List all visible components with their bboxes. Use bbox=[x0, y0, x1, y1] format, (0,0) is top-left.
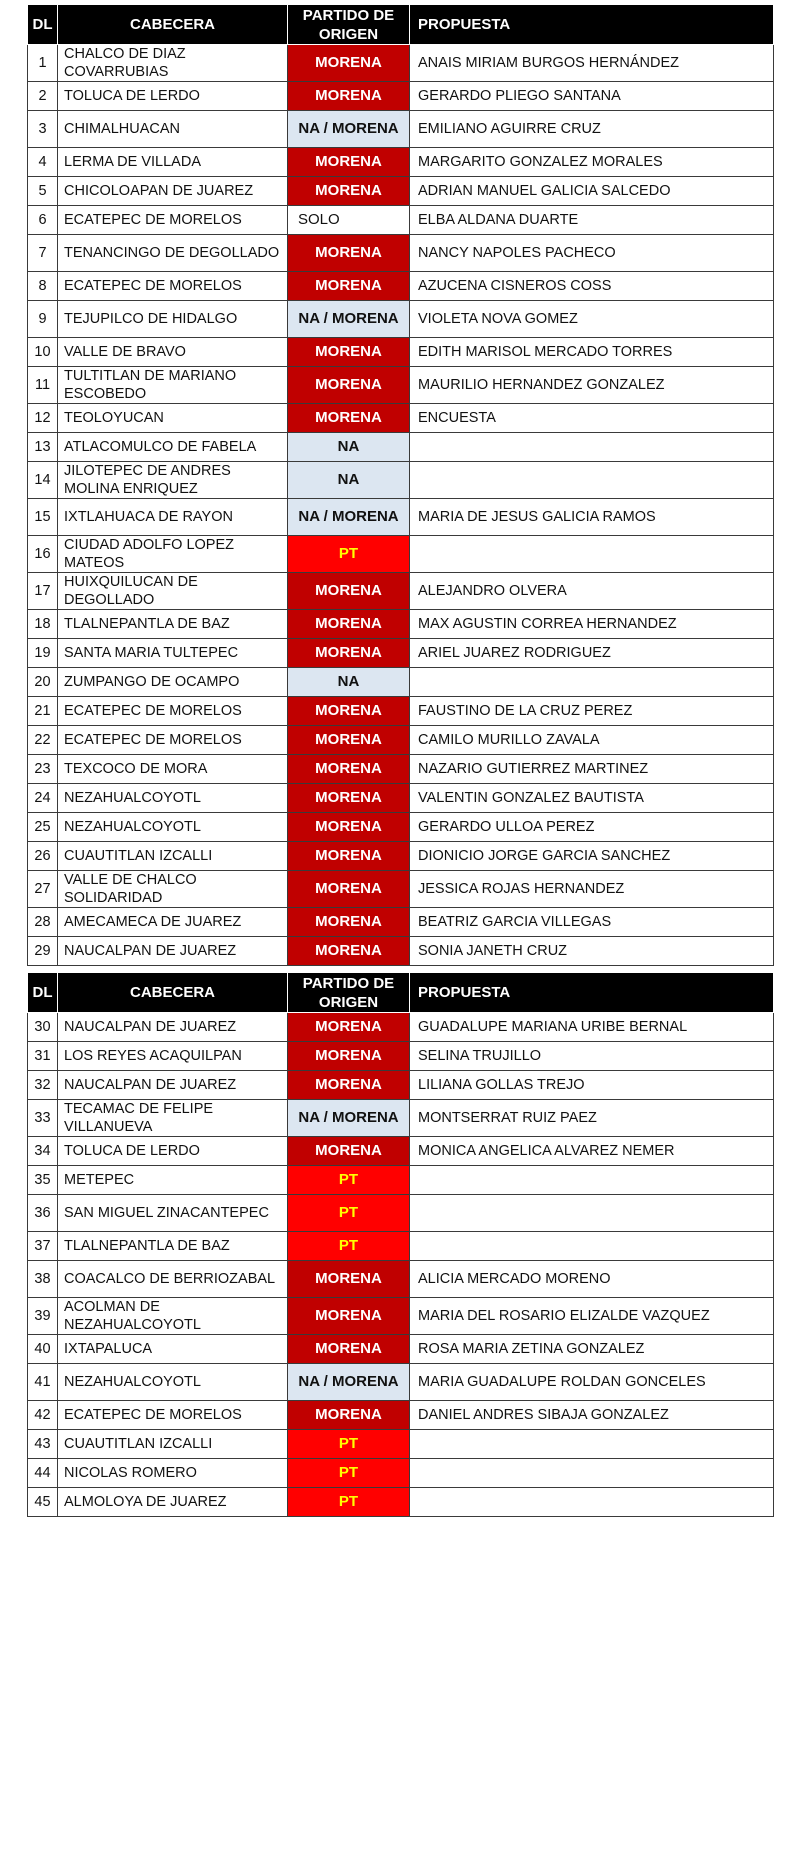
header-dl: DL bbox=[28, 5, 58, 45]
partido-cell: MORENA bbox=[288, 338, 410, 367]
district-number-cell: 40 bbox=[28, 1335, 58, 1364]
district-number-cell: 37 bbox=[28, 1232, 58, 1261]
cabecera-cell: IXTLAHUACA DE RAYON bbox=[58, 499, 288, 536]
propuesta-cell: AZUCENA CISNEROS COSS bbox=[410, 272, 774, 301]
district-number-cell: 41 bbox=[28, 1364, 58, 1401]
partido-cell: NA / MORENA bbox=[288, 301, 410, 338]
propuesta-cell bbox=[410, 536, 774, 573]
partido-cell: NA bbox=[288, 462, 410, 499]
cabecera-cell: TOLUCA DE LERDO bbox=[58, 1137, 288, 1166]
table-row bbox=[28, 908, 774, 937]
table-row bbox=[28, 1042, 774, 1071]
district-number-cell: 3 bbox=[28, 111, 58, 148]
partido-cell: SOLO bbox=[288, 206, 410, 235]
table-row bbox=[28, 937, 774, 966]
propuesta-cell: MAURILIO HERNANDEZ GONZALEZ bbox=[410, 367, 774, 404]
partido-cell: MORENA bbox=[288, 1013, 410, 1042]
table-body bbox=[28, 45, 774, 966]
header-partido: PARTIDO DE ORIGEN bbox=[288, 973, 410, 1013]
document bbox=[27, 4, 773, 1517]
table-row bbox=[28, 82, 774, 111]
partido-cell: MORENA bbox=[288, 842, 410, 871]
cabecera-cell: ZUMPANGO DE OCAMPO bbox=[58, 668, 288, 697]
propuesta-cell: SELINA TRUJILLO bbox=[410, 1042, 774, 1071]
cabecera-cell: HUIXQUILUCAN DE DEGOLLADO bbox=[58, 573, 288, 610]
cabecera-cell: NEZAHUALCOYOTL bbox=[58, 1364, 288, 1401]
table-row bbox=[28, 148, 774, 177]
table-row bbox=[28, 338, 774, 367]
district-number-cell: 17 bbox=[28, 573, 58, 610]
district-number-cell: 13 bbox=[28, 433, 58, 462]
table-row bbox=[28, 784, 774, 813]
partido-cell: MORENA bbox=[288, 784, 410, 813]
cabecera-cell: TULTITLAN DE MARIANO ESCOBEDO bbox=[58, 367, 288, 404]
district-number-cell: 2 bbox=[28, 82, 58, 111]
district-number-cell: 1 bbox=[28, 45, 58, 82]
table-row bbox=[28, 1100, 774, 1137]
district-number-cell: 35 bbox=[28, 1166, 58, 1195]
cabecera-cell: TLALNEPANTLA DE BAZ bbox=[58, 610, 288, 639]
propuesta-cell: EDITH MARISOL MERCADO TORRES bbox=[410, 338, 774, 367]
district-number-cell: 28 bbox=[28, 908, 58, 937]
propuesta-cell: LILIANA GOLLAS TREJO bbox=[410, 1071, 774, 1100]
cabecera-cell: TENANCINGO DE DEGOLLADO bbox=[58, 235, 288, 272]
partido-cell: MORENA bbox=[288, 697, 410, 726]
cabecera-cell: NAUCALPAN DE JUAREZ bbox=[58, 937, 288, 966]
cabecera-cell: IXTAPALUCA bbox=[58, 1335, 288, 1364]
cabecera-cell: ECATEPEC DE MORELOS bbox=[58, 1401, 288, 1430]
cabecera-cell: NICOLAS ROMERO bbox=[58, 1459, 288, 1488]
propuesta-cell: MARIA DEL ROSARIO ELIZALDE VAZQUEZ bbox=[410, 1298, 774, 1335]
cabecera-cell: ATLACOMULCO DE FABELA bbox=[58, 433, 288, 462]
cabecera-cell: VALLE DE BRAVO bbox=[58, 338, 288, 367]
table-row bbox=[28, 536, 774, 573]
district-number-cell: 12 bbox=[28, 404, 58, 433]
cabecera-cell: CIUDAD ADOLFO LOPEZ MATEOS bbox=[58, 536, 288, 573]
table-row bbox=[28, 301, 774, 338]
cabecera-cell: METEPEC bbox=[58, 1166, 288, 1195]
cabecera-cell: ECATEPEC DE MORELOS bbox=[58, 726, 288, 755]
table-body bbox=[28, 1013, 774, 1517]
partido-cell: MORENA bbox=[288, 1401, 410, 1430]
propuesta-cell: GERARDO PLIEGO SANTANA bbox=[410, 82, 774, 111]
header-cabecera: CABECERA bbox=[58, 5, 288, 45]
district-number-cell: 33 bbox=[28, 1100, 58, 1137]
table-row bbox=[28, 573, 774, 610]
propuesta-cell: ROSA MARIA ZETINA GONZALEZ bbox=[410, 1335, 774, 1364]
propuesta-cell: VIOLETA NOVA GOMEZ bbox=[410, 301, 774, 338]
cabecera-cell: ECATEPEC DE MORELOS bbox=[58, 206, 288, 235]
propuesta-cell: ENCUESTA bbox=[410, 404, 774, 433]
propuesta-cell: MONICA ANGELICA ALVAREZ NEMER bbox=[410, 1137, 774, 1166]
table-row bbox=[28, 871, 774, 908]
table-row bbox=[28, 433, 774, 462]
propuesta-cell bbox=[410, 1232, 774, 1261]
table-row bbox=[28, 1298, 774, 1335]
table-row bbox=[28, 697, 774, 726]
district-number-cell: 26 bbox=[28, 842, 58, 871]
table-row bbox=[28, 1335, 774, 1364]
propuesta-cell: ALICIA MERCADO MORENO bbox=[410, 1261, 774, 1298]
propuesta-cell: CAMILO MURILLO ZAVALA bbox=[410, 726, 774, 755]
partido-cell: PT bbox=[288, 1430, 410, 1459]
partido-cell: MORENA bbox=[288, 235, 410, 272]
header-dl: DL bbox=[28, 973, 58, 1013]
district-number-cell: 4 bbox=[28, 148, 58, 177]
table-row bbox=[28, 177, 774, 206]
propuesta-cell bbox=[410, 668, 774, 697]
propuesta-cell: ARIEL JUAREZ RODRIGUEZ bbox=[410, 639, 774, 668]
cabecera-cell: CUAUTITLAN IZCALLI bbox=[58, 842, 288, 871]
district-number-cell: 11 bbox=[28, 367, 58, 404]
partido-cell: NA / MORENA bbox=[288, 1364, 410, 1401]
partido-cell: PT bbox=[288, 1166, 410, 1195]
table-row bbox=[28, 272, 774, 301]
cabecera-cell: JILOTEPEC DE ANDRES MOLINA ENRIQUEZ bbox=[58, 462, 288, 499]
partido-cell: MORENA bbox=[288, 177, 410, 206]
district-number-cell: 36 bbox=[28, 1195, 58, 1232]
propuesta-cell: GUADALUPE MARIANA URIBE BERNAL bbox=[410, 1013, 774, 1042]
district-number-cell: 20 bbox=[28, 668, 58, 697]
propuesta-cell: NAZARIO GUTIERREZ MARTINEZ bbox=[410, 755, 774, 784]
table-row bbox=[28, 235, 774, 272]
propuesta-cell: NANCY NAPOLES PACHECO bbox=[410, 235, 774, 272]
table-row bbox=[28, 1401, 774, 1430]
district-number-cell: 14 bbox=[28, 462, 58, 499]
cabecera-cell: COACALCO DE BERRIOZABAL bbox=[58, 1261, 288, 1298]
cabecera-cell: TECAMAC DE FELIPE VILLANUEVA bbox=[58, 1100, 288, 1137]
propuesta-cell: BEATRIZ GARCIA VILLEGAS bbox=[410, 908, 774, 937]
cabecera-cell: LERMA DE VILLADA bbox=[58, 148, 288, 177]
partido-cell: PT bbox=[288, 1195, 410, 1232]
table-row bbox=[28, 1232, 774, 1261]
partido-cell: MORENA bbox=[288, 404, 410, 433]
partido-cell: NA / MORENA bbox=[288, 111, 410, 148]
propuesta-cell: FAUSTINO DE LA CRUZ PEREZ bbox=[410, 697, 774, 726]
propuesta-cell: ELBA ALDANA DUARTE bbox=[410, 206, 774, 235]
table-row bbox=[28, 462, 774, 499]
cabecera-cell: ALMOLOYA DE JUAREZ bbox=[58, 1488, 288, 1517]
propuesta-cell bbox=[410, 1430, 774, 1459]
district-number-cell: 32 bbox=[28, 1071, 58, 1100]
propuesta-cell bbox=[410, 433, 774, 462]
propuesta-cell: MARIA GUADALUPE ROLDAN GONCELES bbox=[410, 1364, 774, 1401]
table-row bbox=[28, 111, 774, 148]
district-number-cell: 5 bbox=[28, 177, 58, 206]
propuesta-cell: MARIA DE JESUS GALICIA RAMOS bbox=[410, 499, 774, 536]
propuesta-cell: ADRIAN MANUEL GALICIA SALCEDO bbox=[410, 177, 774, 206]
district-number-cell: 31 bbox=[28, 1042, 58, 1071]
district-number-cell: 45 bbox=[28, 1488, 58, 1517]
partido-cell: PT bbox=[288, 1459, 410, 1488]
district-number-cell: 8 bbox=[28, 272, 58, 301]
district-number-cell: 44 bbox=[28, 1459, 58, 1488]
district-number-cell: 38 bbox=[28, 1261, 58, 1298]
cabecera-cell: TLALNEPANTLA DE BAZ bbox=[58, 1232, 288, 1261]
propuesta-cell: GERARDO ULLOA PEREZ bbox=[410, 813, 774, 842]
partido-cell: MORENA bbox=[288, 1298, 410, 1335]
partido-cell: MORENA bbox=[288, 937, 410, 966]
header-propuesta: PROPUESTA bbox=[410, 5, 774, 45]
cabecera-cell: ECATEPEC DE MORELOS bbox=[58, 697, 288, 726]
district-number-cell: 42 bbox=[28, 1401, 58, 1430]
header-row bbox=[28, 973, 774, 1013]
header-row bbox=[28, 5, 774, 45]
table-row bbox=[28, 1488, 774, 1517]
propuesta-cell bbox=[410, 1488, 774, 1517]
cabecera-cell: NEZAHUALCOYOTL bbox=[58, 784, 288, 813]
table-row bbox=[28, 1195, 774, 1232]
district-number-cell: 29 bbox=[28, 937, 58, 966]
district-number-cell: 23 bbox=[28, 755, 58, 784]
cabecera-cell: NAUCALPAN DE JUAREZ bbox=[58, 1013, 288, 1042]
district-number-cell: 25 bbox=[28, 813, 58, 842]
partido-cell: MORENA bbox=[288, 871, 410, 908]
table-row bbox=[28, 726, 774, 755]
cabecera-cell: ACOLMAN DE NEZAHUALCOYOTL bbox=[58, 1298, 288, 1335]
districts-table-2 bbox=[27, 972, 774, 1517]
table-row bbox=[28, 610, 774, 639]
district-number-cell: 24 bbox=[28, 784, 58, 813]
partido-cell: MORENA bbox=[288, 367, 410, 404]
partido-cell: MORENA bbox=[288, 813, 410, 842]
cabecera-cell: AMECAMECA DE JUAREZ bbox=[58, 908, 288, 937]
district-number-cell: 6 bbox=[28, 206, 58, 235]
partido-cell: NA bbox=[288, 668, 410, 697]
partido-cell: MORENA bbox=[288, 908, 410, 937]
propuesta-cell: ALEJANDRO OLVERA bbox=[410, 573, 774, 610]
propuesta-cell: ANAIS MIRIAM BURGOS HERNÁNDEZ bbox=[410, 45, 774, 82]
table-row bbox=[28, 668, 774, 697]
table-row bbox=[28, 1430, 774, 1459]
propuesta-cell: DIONICIO JORGE GARCIA SANCHEZ bbox=[410, 842, 774, 871]
partido-cell: MORENA bbox=[288, 726, 410, 755]
table-row bbox=[28, 1137, 774, 1166]
table-row bbox=[28, 1364, 774, 1401]
partido-cell: PT bbox=[288, 1488, 410, 1517]
table-row bbox=[28, 206, 774, 235]
header-partido: PARTIDO DE ORIGEN bbox=[288, 5, 410, 45]
partido-cell: MORENA bbox=[288, 573, 410, 610]
district-number-cell: 22 bbox=[28, 726, 58, 755]
table-row bbox=[28, 755, 774, 784]
partido-cell: MORENA bbox=[288, 1137, 410, 1166]
table-row bbox=[28, 1459, 774, 1488]
cabecera-cell: CUAUTITLAN IZCALLI bbox=[58, 1430, 288, 1459]
district-number-cell: 16 bbox=[28, 536, 58, 573]
district-number-cell: 7 bbox=[28, 235, 58, 272]
propuesta-cell bbox=[410, 1166, 774, 1195]
partido-cell: MORENA bbox=[288, 1042, 410, 1071]
propuesta-cell: VALENTIN GONZALEZ BAUTISTA bbox=[410, 784, 774, 813]
partido-cell: MORENA bbox=[288, 610, 410, 639]
district-number-cell: 43 bbox=[28, 1430, 58, 1459]
propuesta-cell bbox=[410, 462, 774, 499]
cabecera-cell: CHALCO DE DIAZ COVARRUBIAS bbox=[58, 45, 288, 82]
cabecera-cell: VALLE DE CHALCO SOLIDARIDAD bbox=[58, 871, 288, 908]
table-row bbox=[28, 45, 774, 82]
propuesta-cell: MAX AGUSTIN CORREA HERNANDEZ bbox=[410, 610, 774, 639]
cabecera-cell: TEOLOYUCAN bbox=[58, 404, 288, 433]
table-row bbox=[28, 842, 774, 871]
cabecera-cell: SAN MIGUEL ZINACANTEPEC bbox=[58, 1195, 288, 1232]
partido-cell: NA / MORENA bbox=[288, 1100, 410, 1137]
propuesta-cell: DANIEL ANDRES SIBAJA GONZALEZ bbox=[410, 1401, 774, 1430]
cabecera-cell: TEXCOCO DE MORA bbox=[58, 755, 288, 784]
propuesta-cell: JESSICA ROJAS HERNANDEZ bbox=[410, 871, 774, 908]
table-row bbox=[28, 1166, 774, 1195]
cabecera-cell: TOLUCA DE LERDO bbox=[58, 82, 288, 111]
district-number-cell: 10 bbox=[28, 338, 58, 367]
district-number-cell: 27 bbox=[28, 871, 58, 908]
district-number-cell: 30 bbox=[28, 1013, 58, 1042]
district-number-cell: 19 bbox=[28, 639, 58, 668]
table-row bbox=[28, 1261, 774, 1298]
districts-table-1 bbox=[27, 4, 774, 966]
cabecera-cell: TEJUPILCO DE HIDALGO bbox=[58, 301, 288, 338]
cabecera-cell: NEZAHUALCOYOTL bbox=[58, 813, 288, 842]
partido-cell: PT bbox=[288, 536, 410, 573]
table-row bbox=[28, 404, 774, 433]
propuesta-cell bbox=[410, 1195, 774, 1232]
propuesta-cell: EMILIANO AGUIRRE CRUZ bbox=[410, 111, 774, 148]
cabecera-cell: SANTA MARIA TULTEPEC bbox=[58, 639, 288, 668]
table-row bbox=[28, 1013, 774, 1042]
cabecera-cell: NAUCALPAN DE JUAREZ bbox=[58, 1071, 288, 1100]
cabecera-cell: ECATEPEC DE MORELOS bbox=[58, 272, 288, 301]
partido-cell: NA bbox=[288, 433, 410, 462]
table-row bbox=[28, 367, 774, 404]
propuesta-cell: MARGARITO GONZALEZ MORALES bbox=[410, 148, 774, 177]
district-number-cell: 15 bbox=[28, 499, 58, 536]
partido-cell: NA / MORENA bbox=[288, 499, 410, 536]
partido-cell: MORENA bbox=[288, 45, 410, 82]
district-number-cell: 21 bbox=[28, 697, 58, 726]
district-number-cell: 39 bbox=[28, 1298, 58, 1335]
partido-cell: MORENA bbox=[288, 272, 410, 301]
propuesta-cell: SONIA JANETH CRUZ bbox=[410, 937, 774, 966]
propuesta-cell bbox=[410, 1459, 774, 1488]
cabecera-cell: CHICOLOAPAN DE JUAREZ bbox=[58, 177, 288, 206]
propuesta-cell: MONTSERRAT RUIZ PAEZ bbox=[410, 1100, 774, 1137]
partido-cell: PT bbox=[288, 1232, 410, 1261]
cabecera-cell: CHIMALHUACAN bbox=[58, 111, 288, 148]
header-propuesta: PROPUESTA bbox=[410, 973, 774, 1013]
table-row bbox=[28, 639, 774, 668]
table-row bbox=[28, 499, 774, 536]
district-number-cell: 34 bbox=[28, 1137, 58, 1166]
partido-cell: MORENA bbox=[288, 1261, 410, 1298]
partido-cell: MORENA bbox=[288, 82, 410, 111]
partido-cell: MORENA bbox=[288, 755, 410, 784]
header-cabecera: CABECERA bbox=[58, 973, 288, 1013]
cabecera-cell: LOS REYES ACAQUILPAN bbox=[58, 1042, 288, 1071]
partido-cell: MORENA bbox=[288, 1071, 410, 1100]
district-number-cell: 9 bbox=[28, 301, 58, 338]
table-row bbox=[28, 1071, 774, 1100]
partido-cell: MORENA bbox=[288, 1335, 410, 1364]
table-row bbox=[28, 813, 774, 842]
partido-cell: MORENA bbox=[288, 639, 410, 668]
district-number-cell: 18 bbox=[28, 610, 58, 639]
partido-cell: MORENA bbox=[288, 148, 410, 177]
